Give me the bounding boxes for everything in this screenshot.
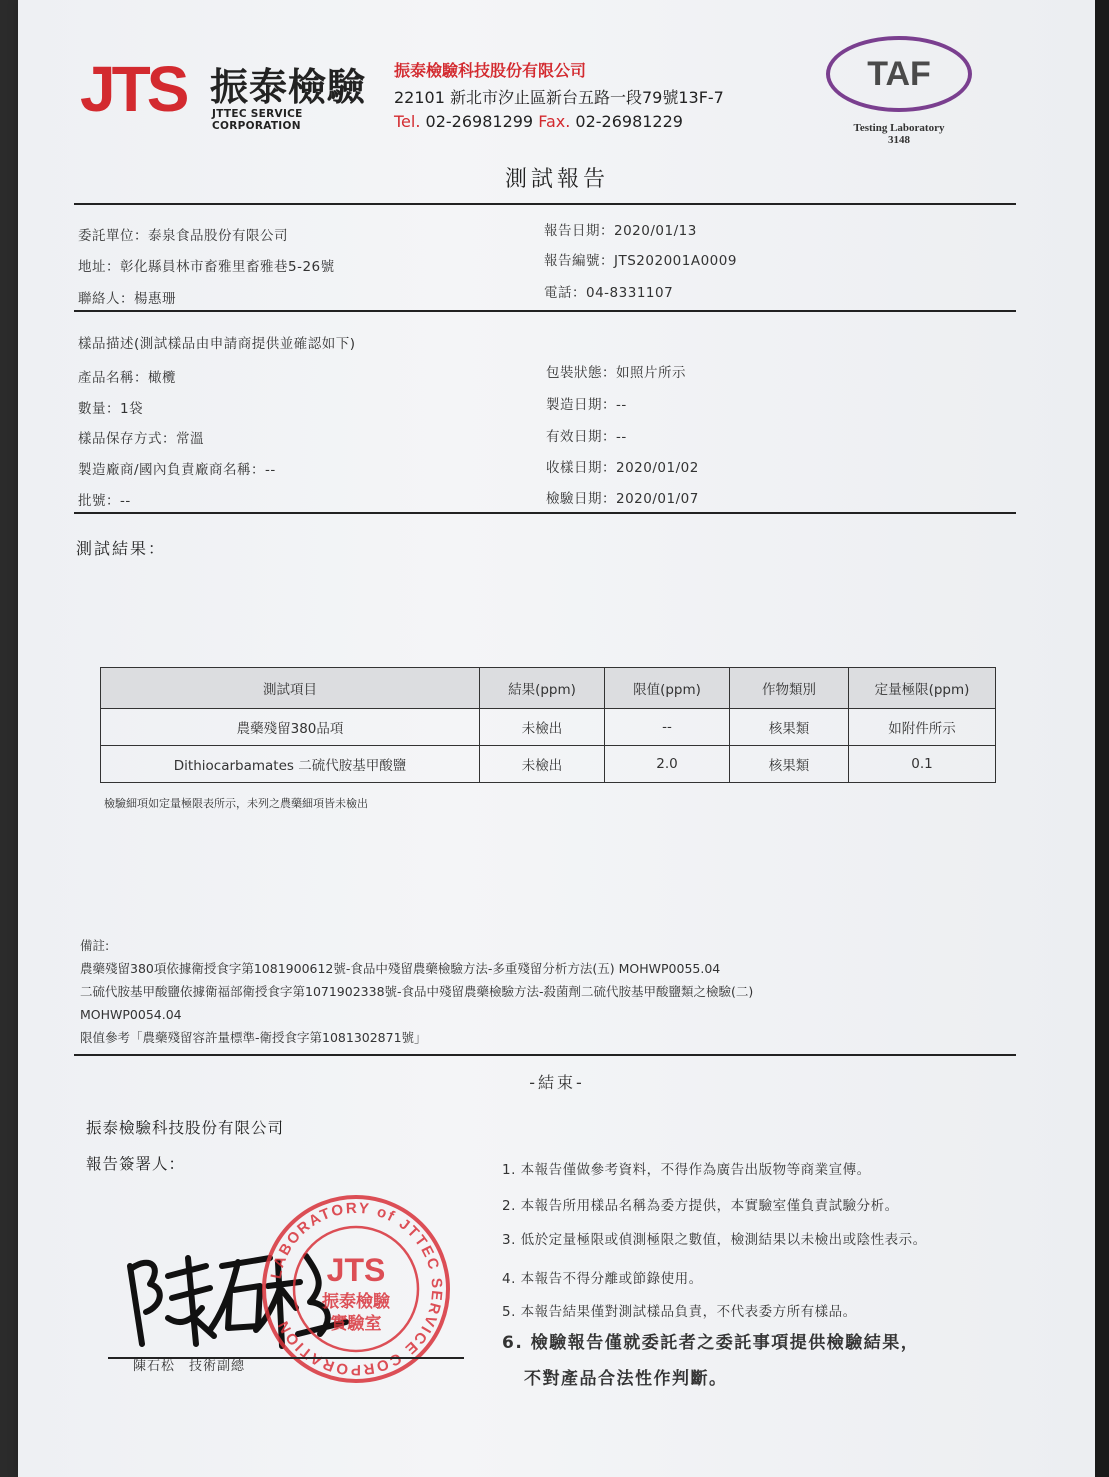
manufacturer: 製造廠商/國內負責廠商名稱：-- bbox=[78, 462, 276, 478]
report-number: 報告編號：JTS202001A0009 bbox=[544, 253, 737, 269]
signing-company: 振泰檢驗科技股份有限公司 bbox=[86, 1119, 285, 1137]
remark-line: 二硫代胺基甲酸鹽依據衛福部衛授食字第1071902338號-食品中殘留農藥檢驗方法-殺菌劑二硫代胺基甲酸鹽類之檢驗(二) bbox=[80, 984, 754, 999]
taf-accreditation-logo bbox=[824, 36, 974, 156]
taf-mark: TAF bbox=[867, 54, 931, 93]
company-contact bbox=[394, 112, 724, 131]
taf-number: 3148 bbox=[888, 134, 910, 146]
fax-number: 02-26981229 bbox=[575, 112, 683, 131]
tel-label: Tel. bbox=[394, 112, 421, 131]
report-date: 報告日期：2020/01/13 bbox=[544, 223, 697, 239]
table-row bbox=[101, 709, 996, 746]
note-item: 2. 本報告所用樣品名稱為委方提供，本實驗室僅負責試驗分析。 bbox=[502, 1198, 899, 1214]
product-name: 產品名稱：橄欖 bbox=[78, 370, 176, 386]
client-contact: 聯絡人：楊惠珊 bbox=[78, 291, 176, 307]
logo-chinese-name: 振泰檢驗 bbox=[210, 65, 367, 109]
report-sheet bbox=[18, 0, 1096, 1477]
taf-ring bbox=[826, 36, 972, 112]
cell-crop-type: 核果類 bbox=[730, 746, 849, 783]
package-status: 包裝狀態：如照片所示 bbox=[546, 365, 686, 381]
remark-line: 限值參考「農藥殘留容許量標準-衛授食字第1081302871號」 bbox=[80, 1030, 427, 1045]
signatory-name: 陳石松 技術副總 bbox=[133, 1359, 246, 1374]
cell-result: 未檢出 bbox=[480, 746, 605, 783]
divider bbox=[74, 1054, 1016, 1056]
divider bbox=[74, 203, 1016, 205]
company-name: 振泰檢驗科技股份有限公司 bbox=[394, 61, 587, 80]
table-row bbox=[101, 746, 996, 783]
cell-limit: -- bbox=[605, 709, 730, 746]
manufacture-date: 製造日期：-- bbox=[546, 397, 627, 413]
stamp-lab: 實驗室 bbox=[330, 1314, 382, 1334]
cell-test-item: Dithiocarbamates 二硫代胺基甲酸鹽 bbox=[101, 746, 480, 783]
lot-number: 批號：-- bbox=[78, 493, 131, 509]
results-table bbox=[100, 667, 996, 783]
cell-limit: 2.0 bbox=[605, 746, 730, 783]
cell-loq: 如附件所示 bbox=[849, 709, 996, 746]
note-item: 不對產品合法性作判斷。 bbox=[524, 1369, 728, 1389]
note-item: 6. 檢驗報告僅就委託者之委託事項提供檢驗結果， bbox=[502, 1333, 920, 1353]
header-limit: 限值(ppm) bbox=[605, 668, 730, 709]
taf-subtitle: Testing Laboratory bbox=[853, 122, 945, 134]
fax-label: Fax. bbox=[538, 112, 571, 131]
note-item: 1. 本報告僅做參考資料，不得作為廣告出版物等商業宣傳。 bbox=[502, 1162, 871, 1178]
company-info bbox=[394, 58, 724, 131]
stamp-logo: JTS bbox=[326, 1252, 386, 1288]
end-mark: -結束- bbox=[529, 1073, 585, 1092]
signatory-label: 報告簽署人： bbox=[86, 1155, 186, 1173]
background-edge bbox=[1095, 0, 1109, 1477]
cell-loq: 0.1 bbox=[849, 746, 996, 783]
test-date: 檢驗日期：2020/01/07 bbox=[546, 491, 699, 507]
receive-date: 收樣日期：2020/01/02 bbox=[546, 460, 699, 476]
report-title: 測試報告 bbox=[504, 167, 609, 192]
stamp-name: 振泰檢驗 bbox=[322, 1292, 390, 1312]
tel-number: 02-26981299 bbox=[425, 112, 534, 131]
cell-test-item: 農藥殘留380品項 bbox=[101, 709, 480, 746]
expiry-date: 有效日期：-- bbox=[546, 429, 627, 445]
company-address: 22101 新北市汐止區新台五路一段79號13F-7 bbox=[394, 88, 724, 107]
header-crop-type: 作物類別 bbox=[730, 668, 849, 709]
note-item: 4. 本報告不得分離或節錄使用。 bbox=[502, 1271, 703, 1287]
table-header-row bbox=[101, 668, 996, 709]
remark-line: MOHWP0054.04 bbox=[80, 1007, 182, 1022]
note-item: 5. 本報告結果僅對測試樣品負責，不代表委方所有樣品。 bbox=[502, 1304, 857, 1320]
stamp-ring-text: LABORATORY of JTTEC SERVICE CORPORATION bbox=[267, 1199, 446, 1379]
client-phone: 電話：04-8331107 bbox=[544, 285, 674, 301]
sample-description: 樣品描述(測試樣品由申請商提供並確認如下) bbox=[78, 336, 356, 352]
sample-storage: 樣品保存方式：常溫 bbox=[78, 431, 204, 447]
header-loq: 定量極限(ppm) bbox=[849, 668, 996, 709]
results-title: 測試結果： bbox=[76, 539, 167, 558]
note-item: 3. 低於定量極限或偵測極限之數值，檢測結果以未檢出或陰性表示。 bbox=[502, 1232, 927, 1248]
header-result: 結果(ppm) bbox=[480, 668, 605, 709]
client-unit: 委託單位：泰泉食品股份有限公司 bbox=[78, 228, 288, 244]
logo-english-name: JTTEC SERVICE CORPORATION bbox=[212, 108, 303, 132]
header-test-item: 測試項目 bbox=[101, 668, 480, 709]
client-address: 地址：彰化縣員林市畜雅里畜雅巷5-26號 bbox=[78, 259, 335, 275]
cell-result: 未檢出 bbox=[480, 709, 605, 746]
jts-logo bbox=[80, 52, 380, 132]
sample-quantity: 數量：1袋 bbox=[78, 401, 144, 417]
divider bbox=[74, 310, 1016, 312]
logo-mark: JTS bbox=[80, 53, 186, 125]
table-note: 檢驗細項如定量極限表所示，未列之農藥細項皆未檢出 bbox=[104, 797, 368, 810]
divider bbox=[74, 512, 1016, 514]
remarks bbox=[80, 934, 753, 1049]
remark-line: 農藥殘留380項依據衛授食字第1081900612號-食品中殘留農藥檢驗方法-多重殘留分析方法(五) MOHWP0055.04 bbox=[80, 961, 721, 976]
cell-crop-type: 核果類 bbox=[730, 709, 849, 746]
remarks-label: 備註: bbox=[80, 938, 110, 953]
